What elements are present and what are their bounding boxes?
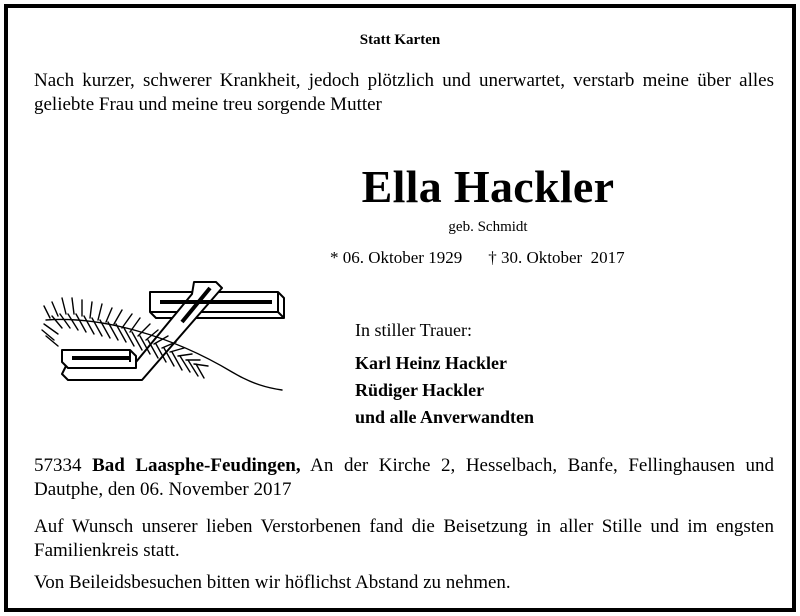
mourner-2: Rüdiger Hackler <box>355 380 485 400</box>
maiden-name: geb. Schmidt <box>448 219 528 235</box>
mourner-1: Karl Heinz Hackler <box>355 353 507 373</box>
burial-note: Auf Wunsch unserer lieben Verstorbenen fand die Beisetzung in aller Stille und im engsten Familienkreis statt. <box>34 516 774 561</box>
visits-note: Von Beileidsbesuchen bitten wir höflichst Abstand zu nehmen. <box>34 572 511 593</box>
cross-with-palm-frond-icon <box>32 276 288 396</box>
intro-text: Nach kurzer, schwerer Krankheit, jedoch plötzlich und unerwartet, verstarb meine über alles geliebte Frau und meine treu sorgende Mutter <box>34 70 774 115</box>
mourning-label: In stiller Trauer: <box>355 320 472 340</box>
address-town: Bad Laasphe-Feudingen, <box>92 455 301 476</box>
death-date: † 30. Oktober 2017 <box>488 248 625 267</box>
life-dates <box>330 248 625 268</box>
deceased-name: Ella Hackler <box>361 161 615 212</box>
address-rest: An der Kirche 2, Hesselbach, Banfe, Fellinghausen und Dautphe, den 06. November 2017 <box>34 455 775 500</box>
address-line <box>34 454 774 502</box>
address-postcode: 57334 <box>34 455 82 476</box>
mourner-3: und alle Anverwandten <box>355 407 535 427</box>
birth-date: * 06. Oktober 1929 <box>330 248 463 267</box>
notice-header: Statt Karten <box>359 32 441 48</box>
obituary-notice <box>4 4 796 612</box>
